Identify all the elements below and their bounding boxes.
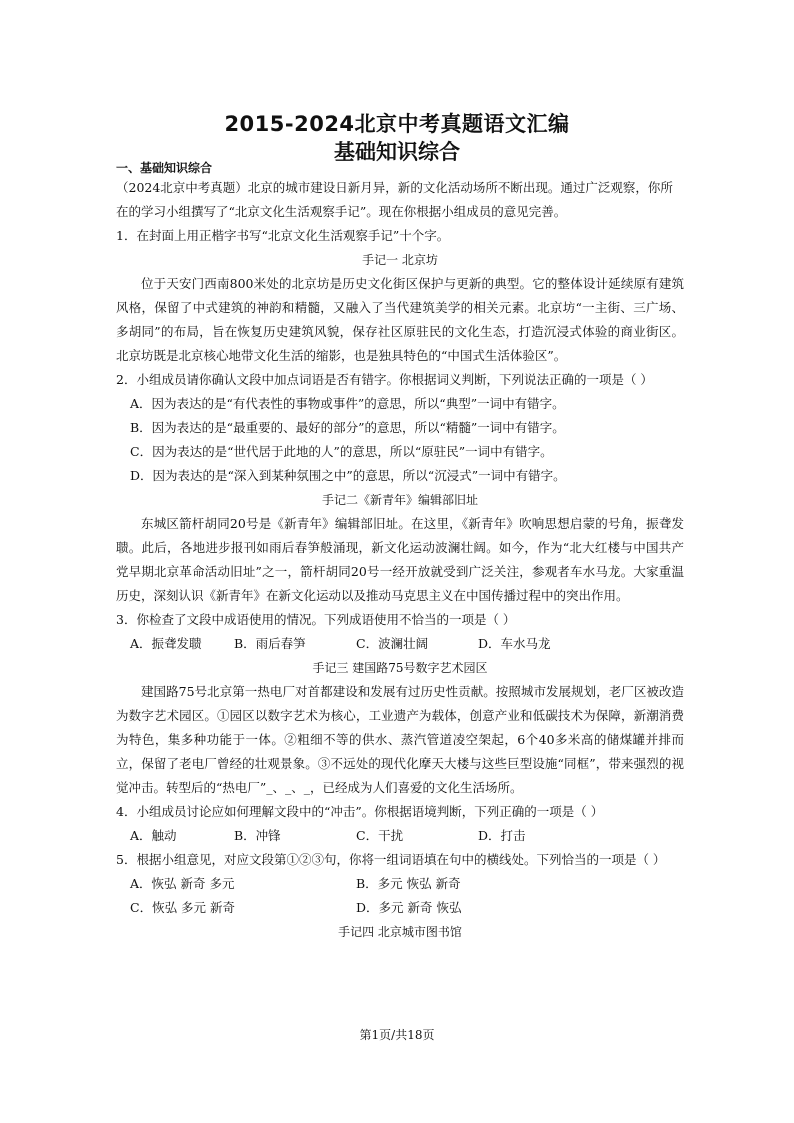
question-1: 1．在封面上用正楷字书写“北京文化生活观察手记”十个字。 [116, 228, 450, 243]
question-5-stem: 5．根据小组意见，对应文段第①②③句，你将一组词语填在句中的横线处。下列恰当的一项是（ ） [116, 852, 666, 867]
question-4-options [116, 824, 684, 848]
question-3-option-d: D．车水马龙 [478, 636, 551, 651]
question-2-option-c: C．因为表达的是“世代居于此地的人”的意思，所以“原驻民”一词中有错字。 [130, 444, 553, 459]
document-title: 2015-2024北京中考真题语文汇编 [224, 112, 570, 136]
note-4-heading: 手记四 北京城市图书馆 [338, 925, 462, 939]
note-2-heading: 手记二《新青年》编辑部旧址 [321, 493, 478, 507]
note-2-text: 东城区箭杆胡同20号是《新青年》编辑部旧址。在这里，《新青年》吹响思想启蒙的号角，振聋发聩。此后，各地进步报刊如雨后春笋般涌现，新文化运动波澜壮阔。如今，作为“北大红楼与中国共产党早期北京革命活动旧址”之一，箭杆胡同20号一经开放就受到广泛关注，参观者车水马龙。大家重温历史，深刻认识《新青年》在新文化运动以及推动马克思主义在中国传播过程中的突出作用。 [116, 516, 684, 603]
page-number: 第1页/共18页 [359, 1028, 435, 1042]
question-5-options-row-1 [116, 872, 684, 896]
question-2-option-d: D．因为表达的是“深入到某种氛围之中”的意思，所以“沉浸式”一词中有错字。 [130, 468, 566, 483]
question-3-stem: 3．你检查了文段中成语使用的情况。下列成语使用不恰当的一项是（ ） [116, 612, 516, 627]
question-3-options [116, 632, 684, 656]
question-4-stem: 4．小组成员讨论应如何理解文段中的“冲击”。你根据语境判断，下列正确的一项是（ ） [116, 804, 604, 819]
document-body [116, 160, 684, 944]
question-5-option-d: D．多元 新奇 恢弘 [356, 900, 462, 915]
question-4-option-b: B．冲锋 [234, 828, 281, 843]
question-2-option-a: A．因为表达的是“有代表性的事物或事件”的意思，所以“典型”一词中有错字。 [130, 396, 565, 411]
question-5-option-a: A．恢弘 新奇 多元 [130, 876, 235, 891]
section-title: 一、基础知识综合 [116, 161, 213, 175]
question-3-option-b: B．雨后春笋 [234, 636, 306, 651]
question-2-stem: 2．小组成员请你确认文段中加点词语是否有错字。你根据词义判断，下列说法正确的一项是（ ） [116, 372, 653, 387]
note-1-heading: 手记一 北京坊 [362, 253, 438, 267]
question-3-option-a: A．振聋发聩 [130, 636, 202, 651]
question-2-option-b: B．因为表达的是“最重要的、最好的部分”的意思，所以“精髓”一词中有错字。 [130, 420, 565, 435]
question-5-option-c: C．恢弘 多元 新奇 [130, 900, 236, 915]
question-4-option-a: A．触动 [130, 828, 177, 843]
question-4-option-c: C．干扰 [356, 828, 404, 843]
question-3-option-c: C．波澜壮阔 [356, 636, 429, 651]
question-5-option-b: B．多元 恢弘 新奇 [356, 876, 461, 891]
question-5-options-row-2 [116, 896, 684, 920]
document-subtitle: 基础知识综合 [334, 140, 460, 164]
note-3-heading: 手记三 建国路75号数字艺术园区 [312, 661, 488, 675]
question-4-option-d: D．打击 [478, 828, 526, 843]
note-3-text: 建国路75号北京第一热电厂对首都建设和发展有过历史性贡献。按照城市发展规划，老厂区被改造为数字艺术园区。①园区以数字艺术为核心，工业遗产为载体，创意产业和低碳技术为保障，新潮消费为特色，集多种功能于一体。②粗细不等的供水、蒸汽管道凌空架起，6个40多米高的储煤罐并排而立，保留了老电厂曾经的壮观景象。③不远处的现代化摩天大楼与这些巨型设施“同框”，带来强烈的视觉冲击。转型后的“热电厂”_、_、_，已经成为人们喜爱的文化生活场所。 [116, 684, 684, 795]
note-1-text: 位于天安门西南800米处的北京坊是历史文化街区保护与更新的典型。它的整体设计延续原有建筑风格，保留了中式建筑的神韵和精髓，又融入了当代建筑美学的相关元素。北京坊“一主街、三广场、多胡同”的布局，旨在恢复历史建筑风貌，保存社区原驻民的文化生态，打造沉浸式体验的商业街区。北京坊既是北京核心地带文化生活的缩影，也是独具特色的“中国式生活体验区”。 [116, 276, 684, 363]
intro-paragraph: （2024北京中考真题）北京的城市建设日新月异，新的文化活动场所不断出现。通过广泛观察，你所在的学习小组撰写了“北京文化生活观察手记”。现在你根据小组成员的意见完善。 [116, 180, 673, 219]
